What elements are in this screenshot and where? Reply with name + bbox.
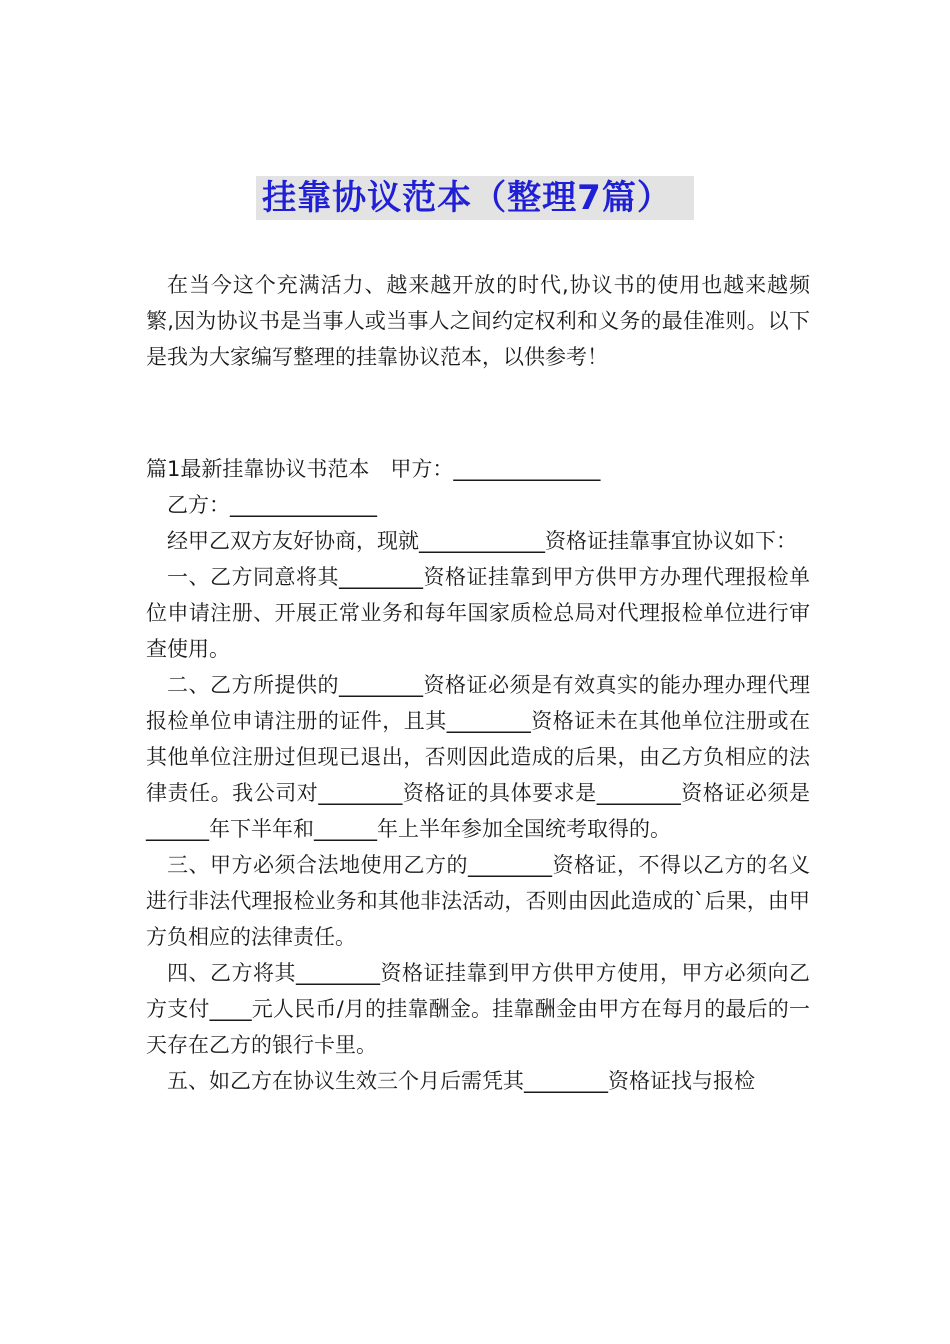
paragraph-clause-5: 五、如乙方在协议生效三个月后需凭其________资格证找与报检: [167, 1069, 755, 1093]
paragraph-clause-4: 四、乙方将其________资格证挂靠到甲方供甲方使用，甲方必须向乙方支付____元人民币/月的挂靠酬金。挂靠酬金由甲方在每月的最后的一天存在乙方的银行卡里。: [146, 961, 810, 1057]
paragraph-clause-1: 一、乙方同意将其________资格证挂靠到甲方供甲方办理代理报检单位申请注册、开展正常业务和每年国家质检总局对代理报检单位进行审查使用。: [146, 565, 810, 661]
paragraph-header: 篇1最新挂靠协议书范本 甲方：______________: [146, 457, 601, 481]
paragraph-clause-3: 三、甲方必须合法地使用乙方的________资格证，不得以乙方的名义进行非法代理报检业务和其他非法活动，否则由因此造成的`后果，由甲方负相应的法律责任。: [146, 853, 810, 949]
intro-section: [146, 267, 810, 375]
agreement-body: [146, 451, 810, 1099]
paragraph-party-b: 乙方：______________: [167, 493, 377, 517]
paragraph-clause-2: 二、乙方所提供的________资格证必须是有效真实的能办理办理代理报检单位申请注册的证件，且其________资格证未在其他单位注册或在其他单位注册过但现已退出，否则因此造成的后果，由乙方负相应的法律责任。我公司对________资格证的具体要求是________资格证必须是______年下半年和______年上半年参加全国统考取得的。: [146, 673, 810, 841]
intro-paragraph: 在当今这个充满活力、越来越开放的时代,协议书的使用也越来越频繁,因为协议书是当事人或当事人之间约定权利和义务的最佳准则。以下是我为大家编写整理的挂靠协议范本，以供参考！: [146, 273, 810, 369]
title-wrap: [0, 176, 950, 220]
document-title: 挂靠协议范本（整理7篇）: [256, 176, 694, 220]
paragraph-preamble: 经甲乙双方友好协商，现就____________资格证挂靠事宜协议如下：: [167, 529, 797, 553]
